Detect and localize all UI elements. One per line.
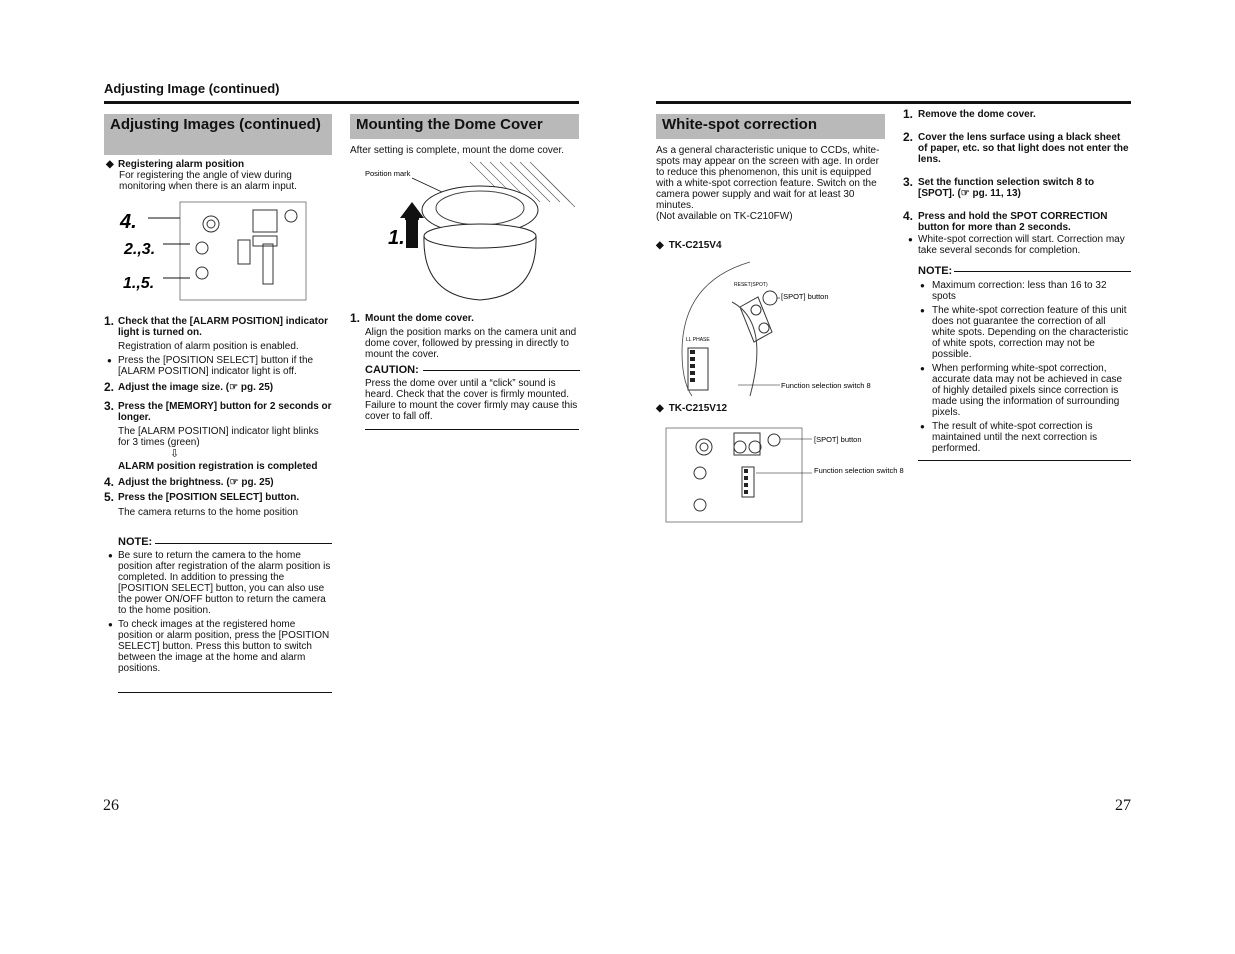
caution-label: CAUTION: (365, 364, 419, 376)
sub-text: For registering the angle of view during monitoring when there is an alarm input. (119, 170, 297, 192)
white-spot-steps (903, 107, 1131, 256)
result-arrow-icon: ⇩ (170, 448, 180, 460)
step-1-bullet: ● Press the [POSITION SELECT] button if the [ALARM POSITION] indicator light is off. (107, 355, 314, 377)
diamond-bullet-icon: ◆ (656, 403, 664, 414)
note-end-line-right (918, 460, 1131, 461)
note-item: ● The result of white-spot correction is maintained until the next correction is performed. (920, 421, 1098, 454)
bullet-icon: ● (920, 364, 925, 373)
note-line-right (954, 271, 1131, 272)
diamond-bullet-icon: ◆ (656, 240, 664, 251)
control-panel-figure (108, 198, 308, 302)
registering-block (106, 159, 331, 192)
top-rule (104, 101, 579, 104)
ws-step-2: 2. Cover the lens surface using a black sheet of paper, etc. so that light does not enter the lens. (903, 130, 1129, 165)
ws-step-4-bullet: ● White-spot correction will start. Correction may take several seconds for completion. (908, 234, 1125, 256)
page-number-left: 26 (103, 797, 119, 814)
function-switch-label-2-line: Function selection switch 8 (814, 466, 904, 475)
step-5: 5. Press the [POSITION SELECT] button. The camera returns to the home position (104, 490, 300, 518)
running-header: Adjusting Image (continued) (104, 81, 280, 96)
ws-step-4: 4. Press and hold the SPOT CORRECTION button for more than 2 seconds. (903, 209, 1108, 233)
bullet-icon: ● (920, 306, 925, 315)
notes-left (108, 550, 332, 674)
alarm-steps (104, 314, 332, 518)
dome-intro: After setting is complete, mount the dome cover. (350, 145, 564, 156)
diamond-bullet-icon: ◆ (106, 159, 114, 170)
note-line-left (155, 543, 332, 544)
step-1: 1. Check that the [ALARM POSITION] indicator light is turned on. Registration of alarm position is enabled. (104, 314, 329, 352)
section-title-adjusting: Adjusting Images (continued) (104, 114, 332, 155)
note-item: ● To check images at the registered home position or alarm position, press the [POSITION SELECT] button. Press this button to switch between the image at the home and alarm positions. (108, 619, 330, 674)
model-1-heading: ◆ TK-C215V4 (656, 240, 722, 251)
note-label-right: NOTE: (918, 265, 953, 277)
model-2-heading: ◆ TK-C215V12 (656, 403, 728, 414)
spot-button-label-2: [SPOT] button (814, 435, 862, 444)
svg-text:RESET(SPOT): RESET(SPOT) (734, 282, 768, 288)
figure-callout-2-3: 2.,3. (124, 241, 156, 258)
function-switch-label-1: Function selection switch 8 (781, 381, 871, 390)
bullet-icon: ● (107, 356, 112, 365)
top-rule-right (656, 101, 1131, 104)
note-item: ● Maximum correction: less than 16 to 32 spots (920, 280, 1107, 302)
ws-step-3: 3. Set the function selection switch 8 to [SPOT]. (☞ pg. 11, 13) (903, 175, 1095, 199)
bullet-icon: ● (920, 422, 925, 431)
notes-right (920, 280, 1131, 454)
bullet-icon: ● (908, 235, 913, 244)
caution-text: Press the dome over until a “click” sound is heard. Check that the cover is firmly mounted. Failure to mount the cover firmly may cause this cover to fall off. (365, 378, 578, 422)
svg-text:LL PHASE: LL PHASE (686, 337, 710, 343)
bullet-icon: ● (108, 551, 113, 560)
dome-callout-1: 1. (388, 227, 405, 249)
section-title-dome: Mounting the Dome Cover (350, 114, 579, 139)
step-3: 3. Press the [MEMORY] button for 2 seconds or longer. The [ALARM POSITION] indicator light blinks for 3 times (green) (104, 399, 332, 448)
section-title-white-spot: White-spot correction (656, 114, 885, 139)
position-mark-label: Position mark (365, 169, 411, 178)
figure-callout-4: 4. (120, 211, 137, 233)
note-item: ● The white-spot correction feature of this unit does not guarantee the correction of all white spots. Depending on the characteristic of white spots, correction may not be possible. (920, 305, 1129, 360)
model-1-figure (680, 262, 890, 398)
result-text: ALARM position registration is completed (118, 461, 318, 472)
white-spot-intro: As a general characteristic unique to CCDs, white-spots may appear on the screen with age. In order to reduce this phenomenon, this unit is equipped with a white-spot correction feature. Switch on the camera power supply and wait for at least 30 minutes. (Not available on TK-C210FW) (656, 145, 880, 222)
caution-end-line (365, 429, 579, 430)
model-2-figure (664, 425, 904, 525)
note-item: ● Be sure to return the camera to the home position after registration of the alarm position is completed. In addition to pressing the [POSITION SELECT] button, you can also use the power ON/OFF button to return the camera to the home position. (108, 550, 331, 616)
ws-step-1: 1. Remove the dome cover. (903, 107, 1036, 121)
caution-line (423, 370, 580, 371)
dome-cover-figure (360, 162, 580, 302)
note-label-left: NOTE: (118, 536, 153, 548)
note-item: ● When performing white-spot correction, accurate data may not be achieved in case of highly detailed pixels since correction is made using the information of surrounding pixels. (920, 363, 1123, 418)
function-switch-label-2 (814, 466, 904, 475)
note-end-line-left (118, 692, 332, 693)
step-2: 2. Adjust the image size. (☞ pg. 25) (104, 380, 274, 394)
dome-step-1: 1. Mount the dome cover. Align the position marks on the camera unit and dome cover, followed by pressing in directly to mount the cover. (350, 311, 577, 360)
bullet-icon: ● (108, 620, 113, 629)
sub-heading: ◆ Registering alarm position (106, 159, 245, 170)
page-number-right: 27 (1115, 797, 1131, 814)
step-4: 4. Adjust the brightness. (☞ pg. 25) (104, 475, 274, 489)
bullet-icon: ● (920, 281, 925, 290)
spot-button-label-1: [SPOT] button (781, 292, 829, 301)
figure-callout-1-5: 1.,5. (123, 275, 155, 292)
